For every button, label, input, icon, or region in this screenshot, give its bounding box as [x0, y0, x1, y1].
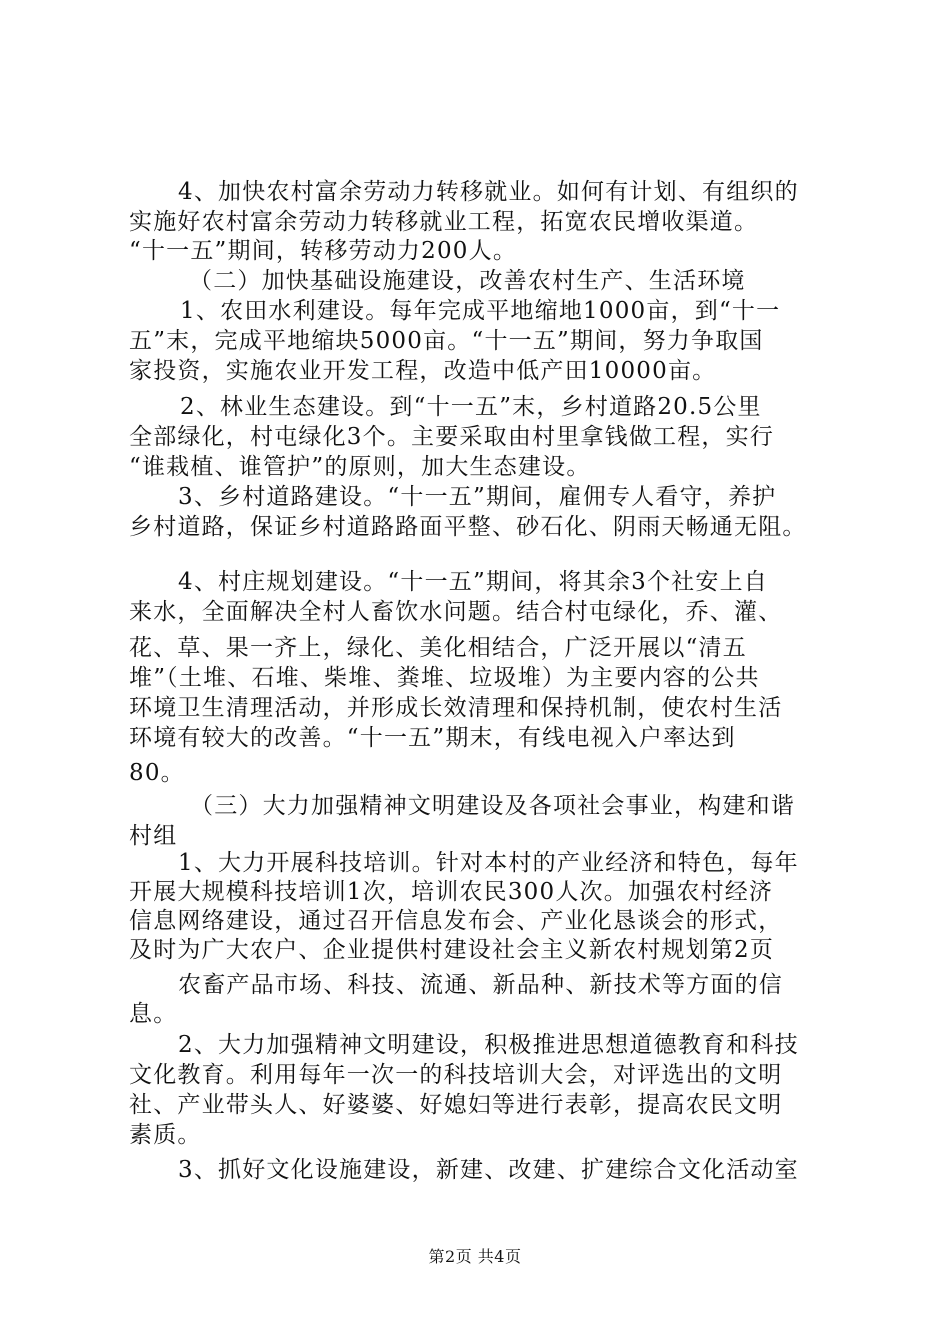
section-heading: （三）大力加强精神文明建设及各项社会事业，构建和谐: [190, 793, 795, 819]
text-line: 环境有较大的改善。“十一五”期末，有线电视入户率达到: [129, 725, 736, 751]
text-line: 4、加快农村富余劳动力转移就业。如何有计划、有组织的: [178, 179, 799, 205]
page-number-footer: 第2页 共4页: [428, 1247, 522, 1266]
text-line: 及时为广大农户、企业提供村建设社会主义新农村规划第2页: [129, 937, 775, 963]
text-line: 3、抓好文化设施建设，新建、改建、扩建综合文化活动室: [178, 1157, 799, 1183]
text-line: 开展大规模科技培训1次，培训农民300人次。加强农村经济: [129, 879, 774, 905]
text-line: 家投资，实施农业开发工程，改造中低产田10000亩。: [129, 358, 717, 384]
text-line: 社、产业带头人、好婆婆、好媳妇等进行表彰，提高农民文明: [129, 1092, 783, 1118]
text-line: 素质。: [129, 1122, 202, 1148]
text-line: 来水，全面解决全村人畜饮水问题。结合村屯绿化，乔、灌、: [129, 599, 783, 625]
text-line: “谁栽植、谁管护”的原则，加大生态建设。: [129, 454, 591, 480]
text-line: 80。: [129, 760, 185, 786]
text-line: 实施好农村富余劳动力转移就业工程，拓宽农民增收渠道。: [129, 209, 759, 235]
text-line: 4、村庄规划建设。“十一五”期间，将其余3个社安上自: [178, 569, 768, 595]
section-heading: （二）加快基础设施建设，改善农村生产、生活环境: [189, 268, 746, 294]
text-line: 堆”（土堆、石堆、柴堆、粪堆、垃圾堆）为主要内容的公共: [129, 665, 760, 691]
text-line: 全部绿化，村屯绿化3个。主要采取由村里拿钱做工程，实行: [129, 424, 775, 450]
text-line: 2、大力加强精神文明建设，积极推进思想道德教育和科技: [178, 1032, 799, 1058]
text-line: 2、林业生态建设。到“十一五”末，乡村道路20.5公里: [180, 394, 762, 420]
text-line: 文化教育。利用每年一次一的科技培训大会，对评选出的文明: [129, 1062, 783, 1088]
text-line: 花、草、果一齐上，绿化、美化相结合，广泛开展以“清五: [129, 635, 747, 661]
text-line: “十一五”期间，转移劳动力200人。: [129, 238, 518, 264]
text-line: 环境卫生清理活动，并形成长效清理和保持机制，使农村生活: [129, 695, 783, 721]
text-line: 农畜产品市场、科技、流通、新品种、新技术等方面的信: [178, 972, 783, 998]
text-line: 息。: [129, 1001, 178, 1027]
text-line: 1、农田水利建设。每年完成平地缩地1000亩，到“十一: [180, 298, 781, 324]
text-line: 1、大力开展科技培训。针对本村的产业经济和特色，每年: [178, 850, 799, 876]
text-line: 信息网络建设，通过召开信息发布会、产业化恳谈会的形式，: [129, 908, 783, 934]
text-line: 3、乡村道路建设。“十一五”期间，雇佣专人看守，养护: [178, 484, 777, 510]
section-heading: 村组: [129, 823, 178, 849]
text-line: 乡村道路，保证乡村道路路面平整、砂石化、阴雨天畅通无阻。: [129, 514, 807, 540]
text-line: 五”末，完成平地缩块5000亩。“十一五”期间，努力争取国: [129, 328, 764, 354]
